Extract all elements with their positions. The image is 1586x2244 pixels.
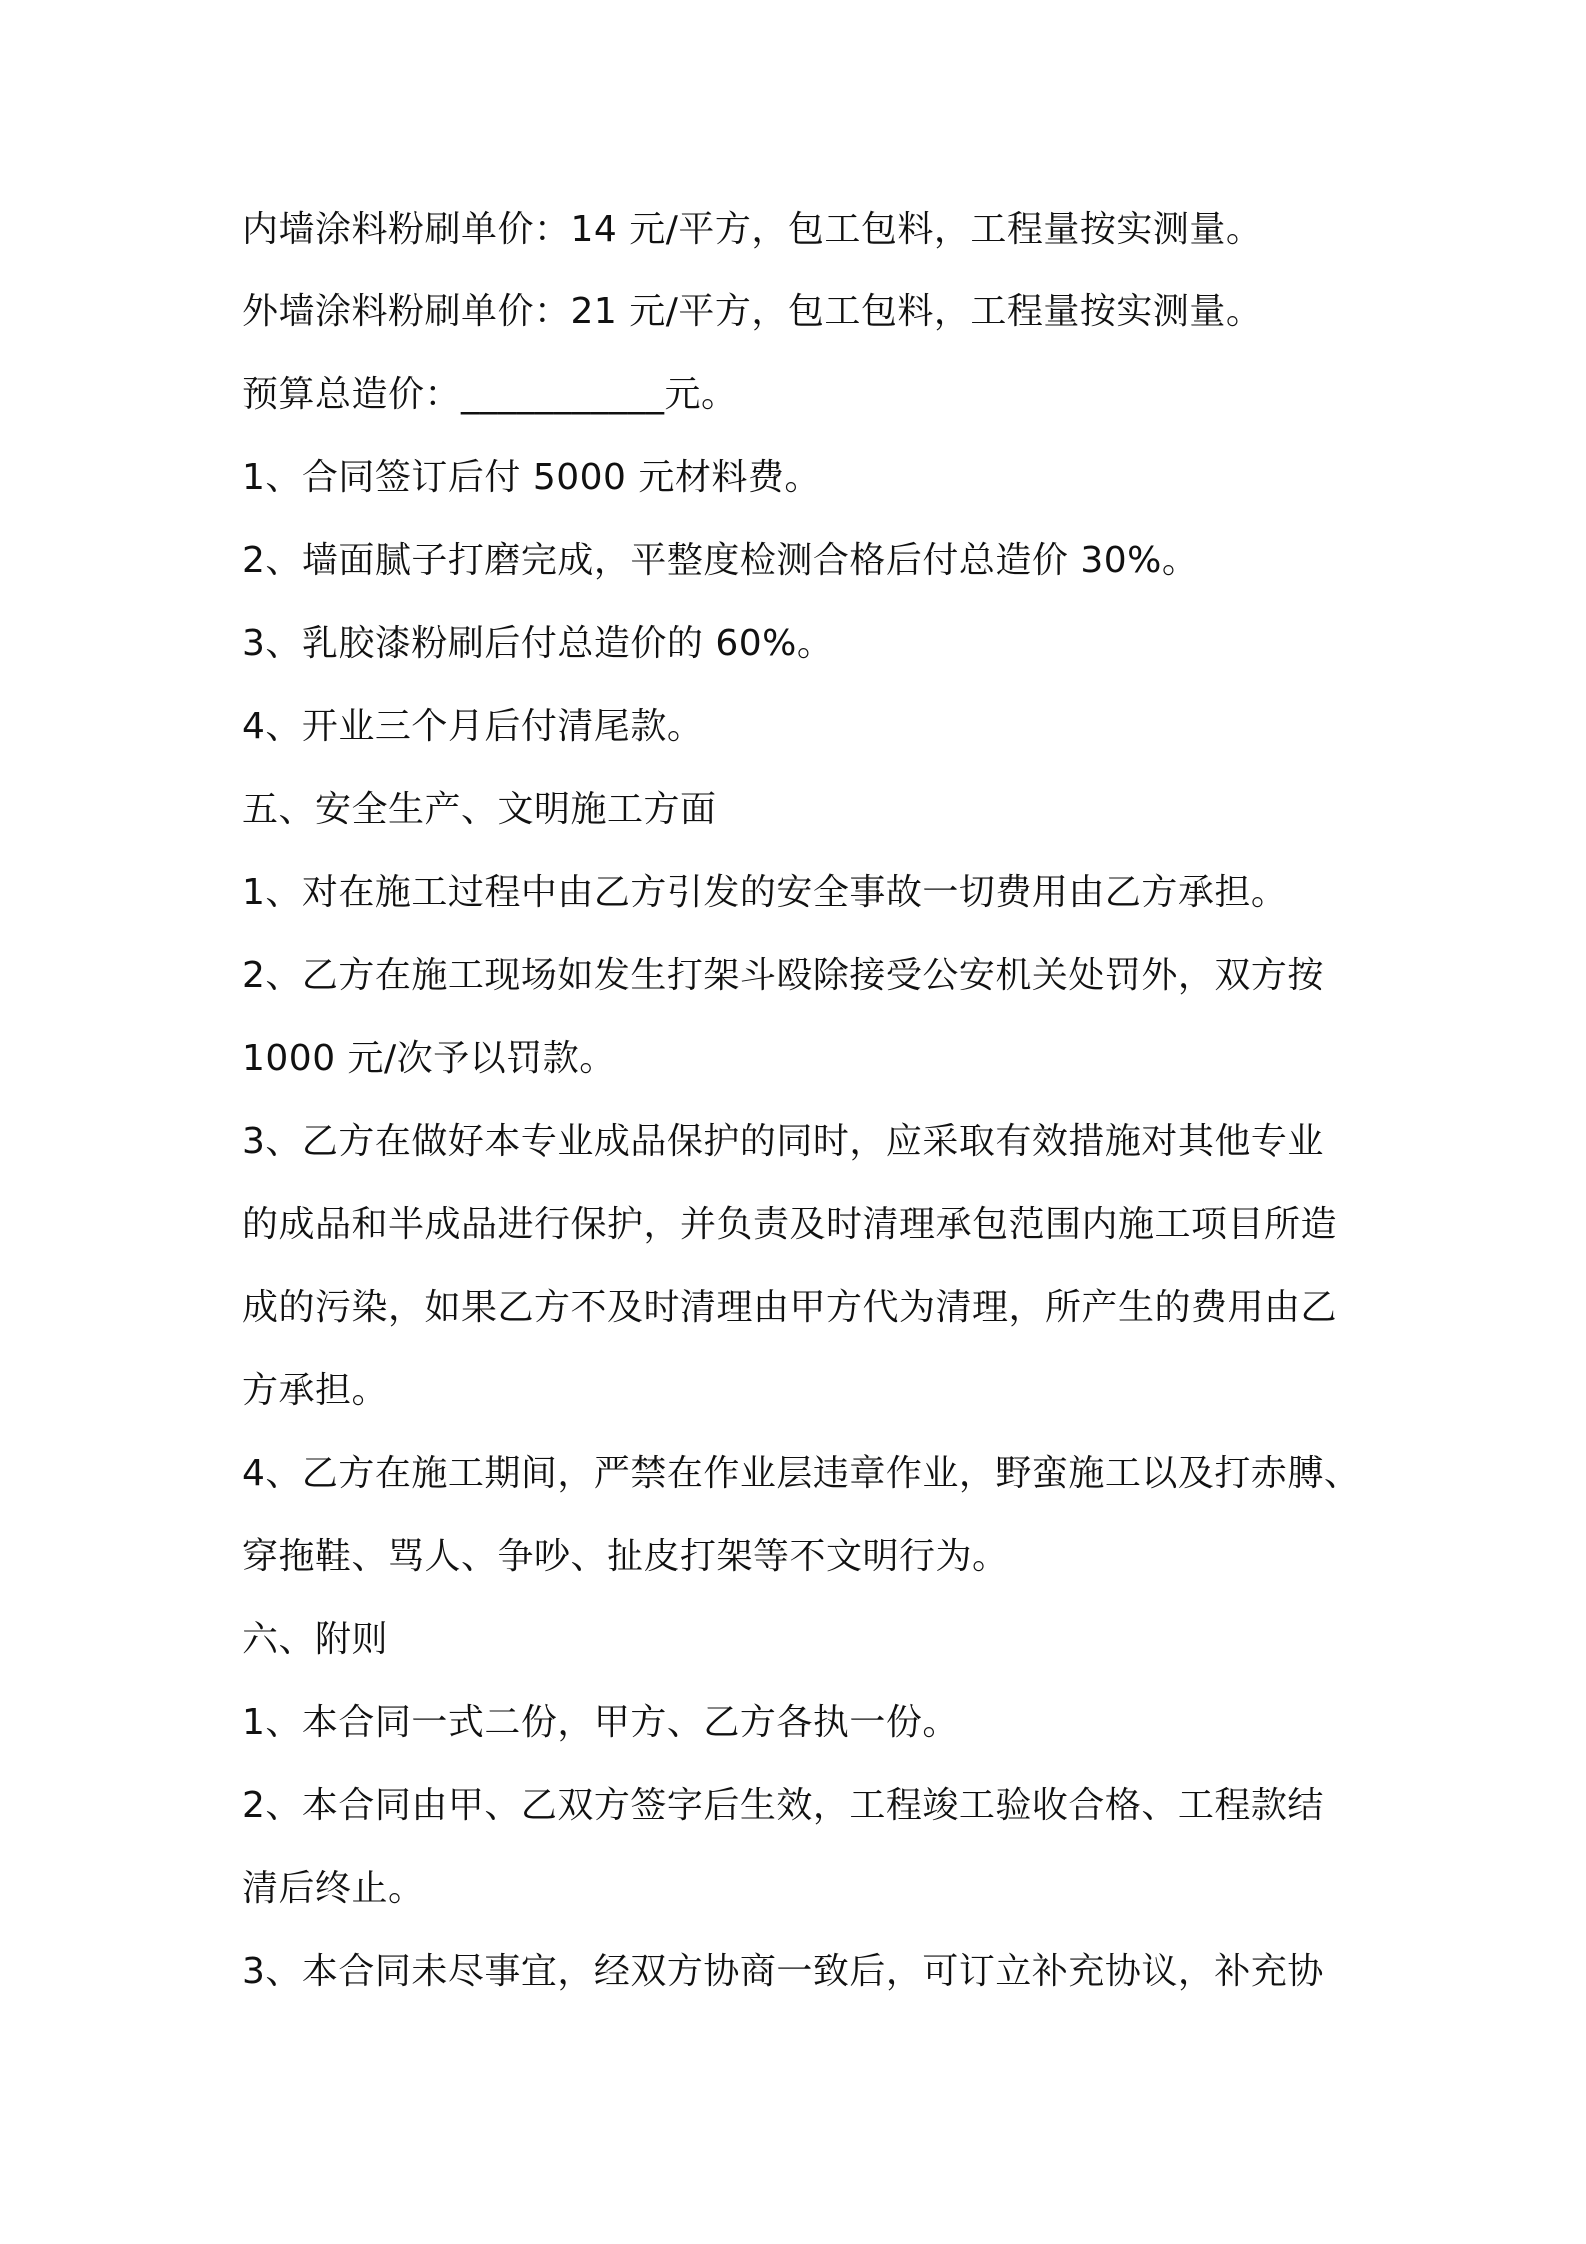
section-heading-appendix: 六、附则 [242, 1619, 389, 1660]
line-safety-3a: 3、乙方在做好本专业成品保护的同时，应采取有效措施对其他专业 [242, 1121, 1324, 1162]
line-appendix-2a: 2、本合同由甲、乙双方签字后生效，工程竣工验收合格、工程款结 [242, 1785, 1324, 1826]
line-safety-3d: 方承担。 [242, 1370, 389, 1411]
line-payment-1: 1、合同签订后付 5000 元材料费。 [242, 457, 821, 498]
line-safety-3b: 的成品和半成品进行保护，并负责及时清理承包范围内施工项目所造 [242, 1204, 1338, 1245]
line-appendix-3a: 3、本合同未尽事宜，经双方协商一致后，可订立补充协议，补充协 [242, 1951, 1324, 1992]
line-safety-4a: 4、乙方在施工期间，严禁在作业层违章作业，野蛮施工以及打赤膊、 [242, 1453, 1361, 1494]
line-safety-4b: 穿拖鞋、骂人、争吵、扯皮打架等不文明行为。 [242, 1536, 1009, 1577]
line-appendix-2b: 清后终止。 [242, 1868, 425, 1909]
line-safety-3c: 成的污染，如果乙方不及时清理由甲方代为清理，所产生的费用由乙 [242, 1287, 1338, 1328]
line-budget-total: 预算总造价：___________元。 [242, 374, 738, 415]
section-heading-safety: 五、安全生产、文明施工方面 [242, 789, 717, 830]
line-appendix-1: 1、本合同一式二份，甲方、乙方各执一份。 [242, 1702, 959, 1743]
line-exterior-paint-price: 外墙涂料粉刷单价：21 元/平方，包工包料，工程量按实测量。 [242, 291, 1263, 332]
line-payment-4: 4、开业三个月后付清尾款。 [242, 706, 704, 747]
line-safety-1: 1、对在施工过程中由乙方引发的安全事故一切费用由乙方承担。 [242, 872, 1288, 913]
line-payment-2: 2、墙面腻子打磨完成，平整度检测合格后付总造价 30%。 [242, 540, 1199, 581]
line-payment-3: 3、乳胶漆粉刷后付总造价的 60%。 [242, 623, 834, 664]
line-safety-2b: 1000 元/次予以罚款。 [242, 1038, 616, 1079]
line-interior-paint-price: 内墙涂料粉刷单价：14 元/平方，包工包料，工程量按实测量。 [242, 209, 1263, 250]
line-safety-2a: 2、乙方在施工现场如发生打架斗殴除接受公安机关处罚外，双方按 [242, 955, 1324, 996]
